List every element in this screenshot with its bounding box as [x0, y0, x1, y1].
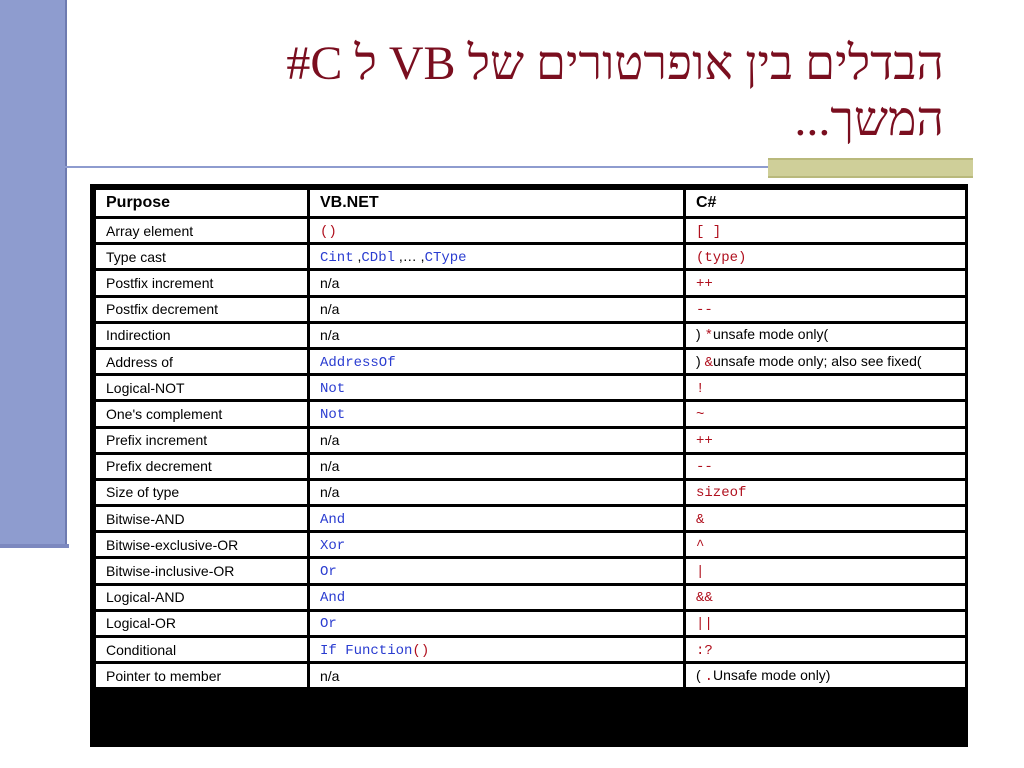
table-row: [96, 533, 965, 556]
cell-csharp: [686, 664, 965, 687]
operators-table: [93, 187, 968, 690]
cell-csharp: [686, 219, 965, 242]
title-divider-line: [44, 166, 768, 168]
cell-purpose: Array element: [96, 219, 307, 242]
cs-operator: --: [696, 302, 713, 319]
cell-text: ,… ,: [395, 247, 425, 264]
cell-purpose: Type cast: [96, 245, 307, 268]
table-row: [96, 219, 965, 242]
cell-purpose: Prefix increment: [96, 429, 307, 452]
table-row: [96, 324, 965, 347]
table-row: [96, 350, 965, 373]
cell-purpose: Bitwise-inclusive-OR: [96, 559, 307, 582]
cell-csharp: [686, 455, 965, 478]
table-row: [96, 664, 965, 687]
cell-csharp: [686, 324, 965, 347]
cell-text: n/a: [320, 327, 340, 344]
cs-operator: ++: [696, 433, 713, 450]
table-row: [96, 638, 965, 661]
cell-text: ): [696, 326, 705, 343]
table-row: [96, 612, 965, 635]
cell-csharp: [686, 271, 965, 294]
cs-operator: :?: [696, 642, 713, 659]
cell-vbnet: [310, 350, 683, 373]
cell-purpose: Indirection: [96, 324, 307, 347]
cs-operator: [ ]: [696, 223, 722, 240]
cell-purpose: Postfix decrement: [96, 298, 307, 321]
cell-purpose: Logical-AND: [96, 586, 307, 609]
vb-keyword: Cint: [320, 249, 354, 266]
cs-operator: (type): [696, 249, 747, 266]
table-row: [96, 271, 965, 294]
table-row: [96, 586, 965, 609]
table-row: [96, 559, 965, 582]
cell-csharp: [686, 481, 965, 504]
cell-csharp: [686, 638, 965, 661]
vb-keyword: Not: [320, 380, 346, 397]
cell-vbnet: [310, 219, 683, 242]
cell-text: n/a: [320, 274, 340, 291]
table-row: [96, 402, 965, 425]
cell-purpose: Logical-OR: [96, 612, 307, 635]
cell-csharp: [686, 559, 965, 582]
table-header-row: [96, 190, 965, 216]
cell-text: ,: [353, 247, 362, 264]
cs-operator: *: [704, 328, 713, 345]
cell-csharp: [686, 612, 965, 635]
cell-text: n/a: [320, 432, 340, 449]
header-csharp: C#: [686, 190, 965, 216]
header-purpose: Purpose: [96, 190, 307, 216]
cell-purpose: One's complement: [96, 402, 307, 425]
left-bar-shadow: [0, 544, 69, 548]
table-row: [96, 481, 965, 504]
slide-title-line-1: הבדלים בין אופרטורים של VB ל C#: [286, 37, 944, 90]
cell-text: unsafe mode only(: [712, 326, 829, 343]
vb-keyword: CType: [424, 249, 467, 266]
table-row: [96, 298, 965, 321]
cell-purpose: Bitwise-exclusive-OR: [96, 533, 307, 556]
cell-vbnet: [310, 245, 683, 268]
header-vbnet: VB.NET: [310, 190, 683, 216]
cell-csharp: [686, 376, 965, 399]
table-row: [96, 455, 965, 478]
table-row: [96, 429, 965, 452]
left-decorative-bar: [0, 0, 67, 546]
cell-vbnet: [310, 481, 683, 504]
cell-purpose: Prefix decrement: [96, 455, 307, 478]
vb-keyword: Or: [320, 564, 337, 581]
table-row: [96, 507, 965, 530]
cs-operator: |: [696, 564, 705, 581]
cell-vbnet: [310, 271, 683, 294]
vb-keyword: And: [320, 590, 346, 607]
slide-title-line-2: המשך...: [794, 93, 944, 146]
slide-title: [124, 36, 944, 148]
vb-keyword: Or: [320, 616, 337, 633]
cs-operator: &&: [696, 590, 713, 607]
cs-operator: .: [704, 668, 713, 685]
cell-purpose: Address of: [96, 350, 307, 373]
cell-text: Unsafe mode only): [712, 666, 831, 683]
cell-text: n/a: [320, 458, 340, 475]
cell-text: ): [696, 352, 705, 369]
cell-csharp: [686, 586, 965, 609]
cell-csharp: [686, 350, 965, 373]
cell-purpose: Bitwise-AND: [96, 507, 307, 530]
cell-csharp: [686, 245, 965, 268]
cell-vbnet: [310, 586, 683, 609]
cell-vbnet: [310, 533, 683, 556]
cs-operator: !: [696, 380, 705, 397]
cell-text: (: [696, 666, 705, 683]
table-body: [96, 219, 965, 687]
cs-operator: &: [696, 511, 705, 528]
cs-operator: ^: [696, 537, 705, 554]
cell-csharp: [686, 402, 965, 425]
cell-csharp: [686, 507, 965, 530]
cs-operator: ++: [696, 275, 713, 292]
cell-vbnet: [310, 324, 683, 347]
cell-text: unsafe mode only; also see fixed(: [712, 352, 922, 369]
cell-text: n/a: [320, 667, 340, 684]
cs-operator: ~: [696, 406, 705, 423]
cell-vbnet: [310, 376, 683, 399]
cell-text: n/a: [320, 484, 340, 501]
cs-operator: sizeof: [696, 485, 747, 502]
cell-vbnet: [310, 298, 683, 321]
cell-vbnet: [310, 638, 683, 661]
cell-vbnet: [310, 612, 683, 635]
vb-keyword: CDbl: [361, 249, 395, 266]
vb-keyword: (): [412, 642, 430, 659]
cs-operator: &: [704, 354, 713, 371]
vb-keyword: Xor: [320, 537, 346, 554]
vb-keyword: Not: [320, 406, 346, 423]
cell-vbnet: [310, 429, 683, 452]
cell-csharp: [686, 298, 965, 321]
cell-csharp: [686, 429, 965, 452]
operators-table-frame: [90, 184, 968, 747]
cell-purpose: Logical-NOT: [96, 376, 307, 399]
cell-text: n/a: [320, 301, 340, 318]
table-row: [96, 376, 965, 399]
cell-purpose: Postfix increment: [96, 271, 307, 294]
vb-keyword: (): [320, 223, 337, 240]
cell-purpose: Conditional: [96, 638, 307, 661]
cs-operator: ||: [696, 616, 713, 633]
vb-keyword: AddressOf: [320, 354, 396, 371]
vb-keyword: And: [320, 511, 346, 528]
title-accent-bar: [768, 158, 973, 178]
cell-vbnet: [310, 559, 683, 582]
cell-purpose: Pointer to member: [96, 664, 307, 687]
cell-vbnet: [310, 455, 683, 478]
cell-vbnet: [310, 664, 683, 687]
cell-csharp: [686, 533, 965, 556]
cs-operator: --: [696, 459, 713, 476]
table-row: [96, 245, 965, 268]
vb-keyword: If Function: [320, 642, 413, 659]
cell-vbnet: [310, 402, 683, 425]
cell-vbnet: [310, 507, 683, 530]
cell-purpose: Size of type: [96, 481, 307, 504]
